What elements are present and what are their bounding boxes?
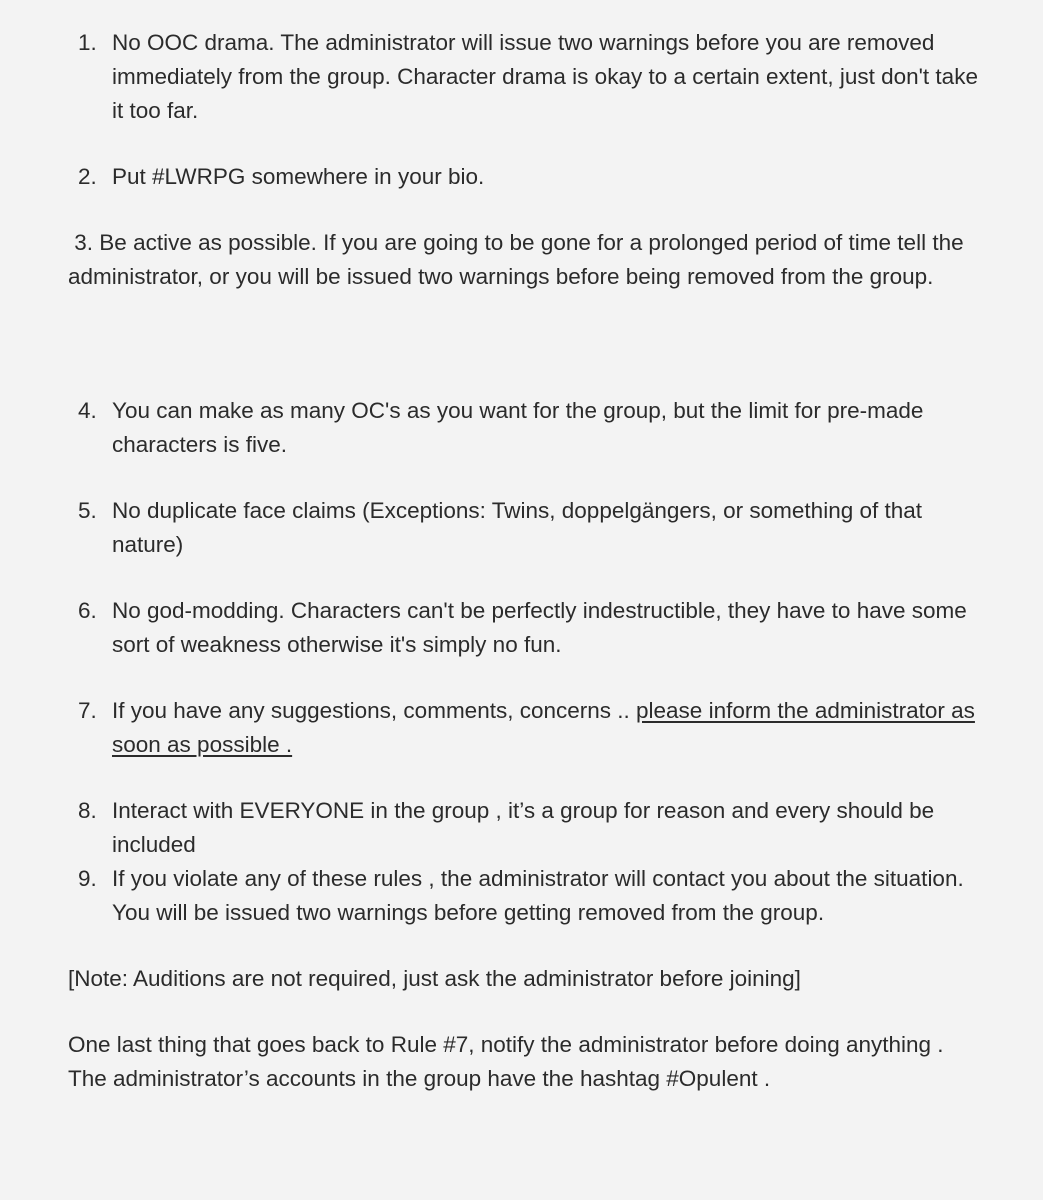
rule-item-6 [68, 594, 983, 662]
rule-text: Be active as possible. If you are going to be gone for a prolonged period of time tell the administrator, or you will be issued two warnings before being removed from the group. [68, 230, 964, 289]
note-paragraph: [Note: Auditions are not required, just ask the administrator before joining] [68, 966, 801, 991]
rule-item-9 [68, 862, 983, 930]
rule-item-4 [68, 394, 983, 462]
rule-text: You can make as many OC's as you want for the group, but the limit for pre-made characters is five. [112, 398, 924, 457]
rule-number: 3. [74, 230, 94, 255]
rule-number: 7. [78, 698, 97, 723]
rule-text-plain: If you have any suggestions, comments, concerns .. [112, 698, 637, 723]
rule-text: No OOC drama. The administrator will issue two warnings before you are removed immediately from the group. Character drama is okay to a certain extent, just don't take it too far. [112, 30, 978, 123]
rule-item-8 [68, 794, 983, 862]
rule-number: 5. [78, 498, 97, 523]
rule-item-3 [68, 226, 983, 294]
rule-item-2 [68, 160, 983, 194]
rule-text: Put #LWRPG somewhere in your bio. [112, 164, 485, 189]
rule-text: Interact with EVERYONE in the group , it’s a group for reason and every should be included [112, 798, 935, 857]
rule-number: 1. [78, 30, 97, 55]
rule-number: 4. [78, 398, 97, 423]
rule-item-7 [68, 694, 983, 762]
rule-number: 6. [78, 598, 97, 623]
rule-item-1 [68, 26, 983, 128]
rule-number: 9. [78, 866, 97, 891]
rule-text: If you violate any of these rules , the administrator will contact you about the situation. You will be issued two warnings before getting removed from the group. [112, 866, 964, 925]
closing-paragraph: One last thing that goes back to Rule #7, notify the administrator before doing anything . The administrator’s accounts in the group have the hashtag #Opulent . [68, 1032, 944, 1091]
rule-number: 8. [78, 798, 97, 823]
underlined-instruction: please inform the administrator as soon as possible . [112, 698, 975, 757]
rule-item-5 [68, 494, 983, 562]
rule-text [112, 694, 983, 762]
rule-number: 2. [78, 164, 97, 189]
rule-text: No duplicate face claims (Exceptions: Twins, doppelgängers, or something of that nature) [112, 498, 923, 557]
rule-text: No god-modding. Characters can't be perfectly indestructible, they have to have some sort of weakness otherwise it's simply no fun. [112, 598, 967, 657]
